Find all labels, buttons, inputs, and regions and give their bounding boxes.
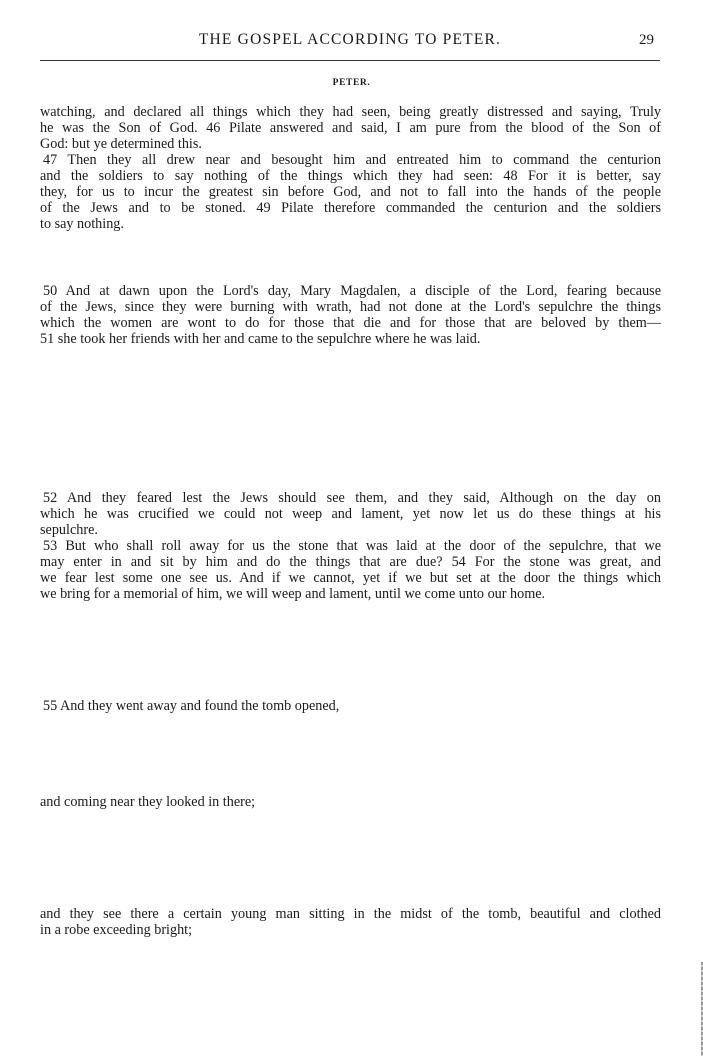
- passage-52-54: [40, 490, 661, 602]
- text-line: sepulchre.: [40, 522, 98, 538]
- passage-46-49: [40, 104, 661, 232]
- text-line: he was the Son of God. 46 Pilate answered and said, I am pure from the blood of the Son of: [40, 120, 661, 136]
- section-title: PETER.: [332, 78, 371, 88]
- text-line: may enter in and sit by him and do the things that are due? 54 For the stone was great, and: [40, 554, 661, 570]
- text-line: which he was crucified we could not weep and lament, yet now let us do these things at his: [40, 506, 661, 522]
- text-line: of the Jews, since they were burning with wrath, had not done at the Lord's sepulchre the things: [40, 299, 661, 315]
- text-line: 52 And they feared lest the Jews should see them, and they said, Although on the day on: [43, 490, 661, 506]
- text-line: 47 Then they all drew near and besought him and entreated him to command the centurion: [43, 152, 661, 168]
- text-line: we bring for a memorial of him, we will weep and lament, until we come unto our home.: [40, 586, 546, 602]
- text-line: they, for us to incur the greatest sin before God, and not to fall into the hands of the people: [40, 184, 661, 200]
- text-line: 51 she took her friends with her and came to the sepulchre where he was laid.: [40, 331, 481, 347]
- running-title: THE GOSPEL ACCORDING TO PETER.: [198, 31, 502, 48]
- running-head: [40, 31, 660, 51]
- text-line: and coming near they looked in there;: [40, 794, 256, 810]
- text-line: God: but ye determined this.: [40, 136, 202, 152]
- passage-50-51: [40, 283, 661, 347]
- passage-55: [40, 698, 661, 714]
- text-line: and they see there a certain young man sitting in the midst of the tomb, beautiful and clothed: [40, 906, 661, 922]
- text-line: which the women are wont to do for those that die and for those that are beloved by them—: [40, 315, 661, 331]
- header-rule: [40, 60, 660, 61]
- text-line: watching, and declared all things which they had seen, being greatly distressed and saying, Truly: [40, 104, 661, 120]
- text-line: 50 And at dawn upon the Lord's day, Mary Magdalen, a disciple of the Lord, fearing because: [43, 283, 661, 299]
- passage-looked-in: [40, 794, 661, 810]
- text-line: we fear lest some one see us. And if we cannot, yet if we but set at the door the things which: [40, 570, 661, 586]
- text-line: 53 But who shall roll away for us the stone that was laid at the door of the sepulchre, that we: [43, 538, 661, 554]
- text-line: in a robe exceeding bright;: [40, 922, 193, 938]
- text-line: and the soldiers to say nothing of the things which they had seen: 48 For it is better, say: [40, 168, 661, 184]
- text-line: 55 And they went away and found the tomb opened,: [43, 698, 340, 714]
- passage-young-man: [40, 906, 661, 938]
- page-number: 29: [639, 32, 654, 48]
- text-line: of the Jews and to be stoned. 49 Pilate therefore commanded the centurion and the soldiers: [40, 200, 661, 216]
- text-line: to say nothing.: [40, 216, 124, 232]
